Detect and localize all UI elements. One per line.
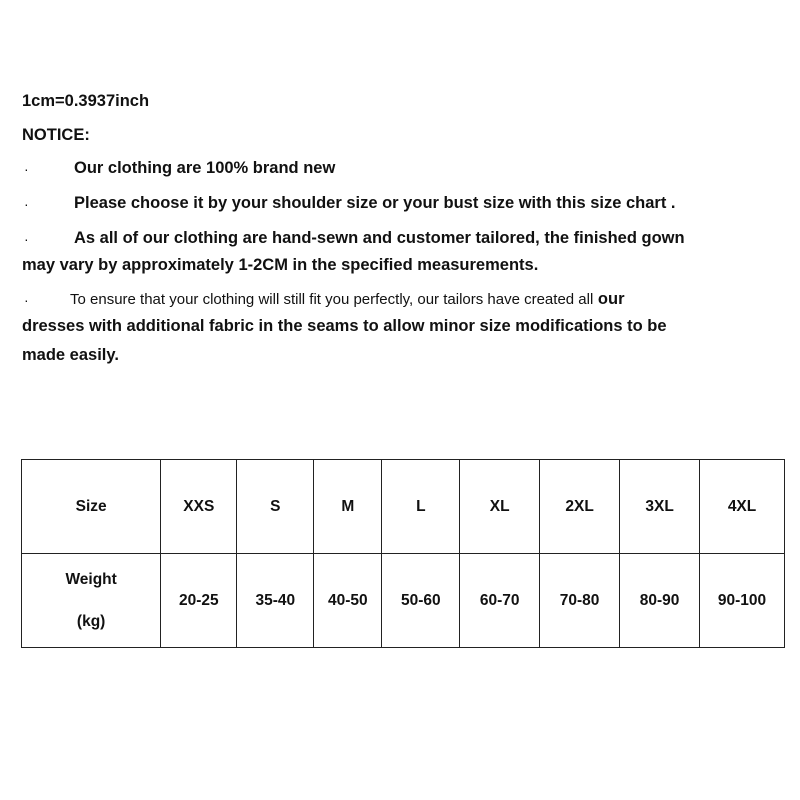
size-cell: 3XL: [620, 460, 700, 554]
weight-cell: 60-70: [460, 554, 540, 648]
size-cell: L: [382, 460, 460, 554]
weight-unit-label: (kg): [76, 612, 106, 630]
notice-item-4-big-text: our: [597, 290, 625, 308]
size-cell: M: [314, 460, 382, 554]
weight-cell: 20-25: [161, 554, 237, 648]
unit-conversion: 1cm=0.3937inch: [22, 92, 150, 110]
size-cell: S: [237, 460, 314, 554]
notice-item-4-line-2: dresses with additional fabric in the seams to allow minor size modifications to be: [22, 317, 667, 335]
weight-row-label: [22, 554, 161, 648]
size-row-label: Size: [22, 460, 161, 554]
weight-cell: 80-90: [620, 554, 700, 648]
weight-cell: 90-100: [700, 554, 785, 648]
size-cell: XXS: [161, 460, 237, 554]
notice-item-1: Our clothing are 100% brand new: [74, 159, 336, 177]
bullet: ·: [24, 196, 29, 212]
weight-cell: 40-50: [314, 554, 382, 648]
notice-item-4-line-1: [70, 290, 625, 309]
weight-label: Weight: [65, 570, 117, 588]
size-cell: XL: [460, 460, 540, 554]
notice-item-4-line-3: made easily.: [22, 346, 119, 364]
weight-row: [22, 554, 785, 648]
bullet: ·: [24, 231, 29, 247]
weight-cell: 50-60: [382, 554, 460, 648]
notice-title: NOTICE:: [22, 126, 90, 144]
size-chart-table: [21, 459, 785, 648]
notice-item-3-line-2: may vary by approximately 1-2CM in the specified measurements.: [22, 256, 539, 274]
size-row: [22, 460, 785, 554]
notice-item-3-line-1: As all of our clothing are hand-sewn and customer tailored, the finished gown: [74, 229, 685, 247]
notice-item-2: Please choose it by your shoulder size or your bust size with this size chart .: [74, 194, 676, 212]
weight-cell: 35-40: [237, 554, 314, 648]
notice-item-4-small-text: To ensure that your clothing will still fit you perfectly, our tailors have created all: [70, 291, 594, 308]
size-cell: 2XL: [540, 460, 620, 554]
weight-cell: 70-80: [540, 554, 620, 648]
bullet: ·: [24, 292, 29, 308]
size-cell: 4XL: [700, 460, 785, 554]
bullet: ·: [24, 161, 29, 177]
